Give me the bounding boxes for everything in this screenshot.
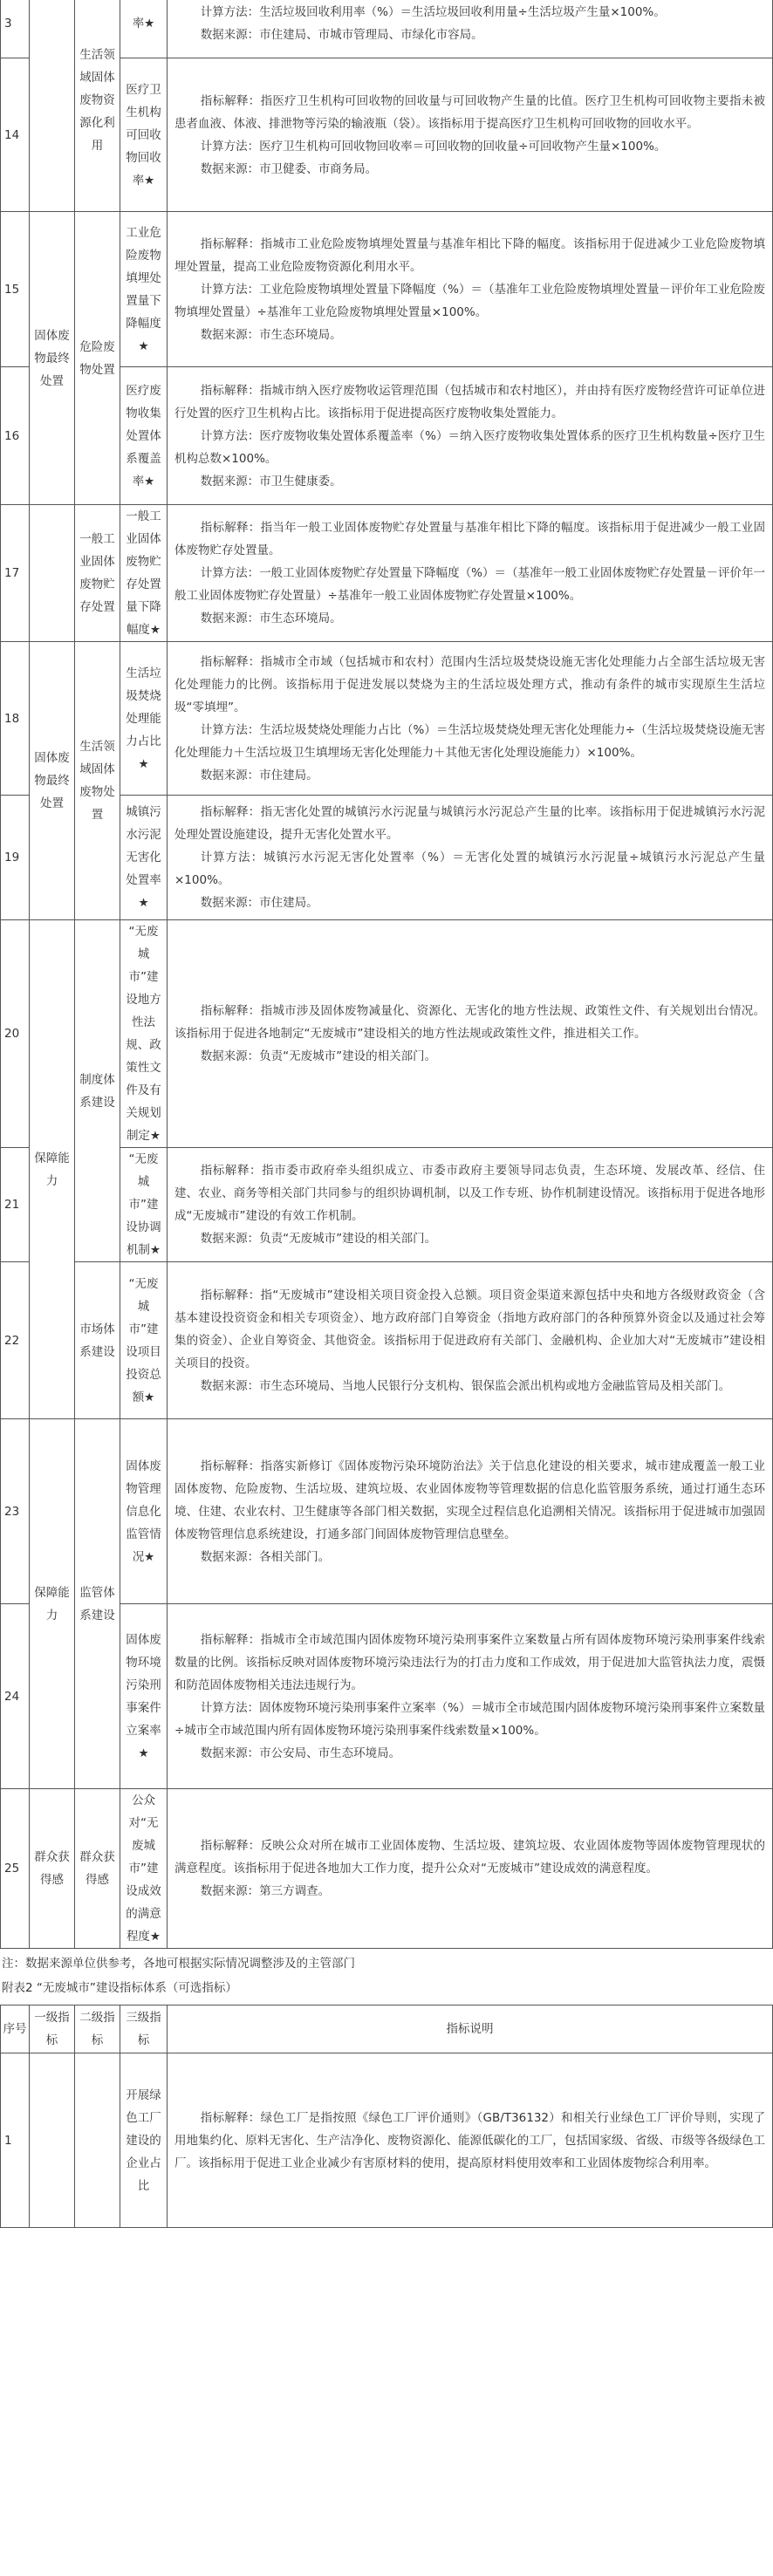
desc-paragraph: 计算方法：工业危险废物填埋处置量下降幅度（%）＝（基准年工业危险废物填埋处置量－评价年工业危险废物填埋处置量）÷基准年工业危险废物填埋处置量×100%。: [174, 282, 766, 319]
level1-cell: [30, 0, 75, 212]
row-number: 19: [1, 796, 30, 920]
table-note: 注：数据来源单位供参考，各地可根据实际情况调整涉及的主管部门: [2, 1957, 355, 1971]
level3-cell: “无废城市”建设协调机制★: [120, 1148, 168, 1262]
level3-cell: 固体废物管理信息化监管情况★: [120, 1419, 168, 1604]
level3-cell: 一般工业固体废物贮存处置量下降幅度★: [120, 505, 168, 642]
row-number: 14: [1, 58, 30, 212]
desc-paragraph: 数据来源：市生态环境局、当地人民银行分支机构、银保监会派出机构或地方金融监管局及相关部门。: [200, 1378, 731, 1393]
table-row: [1, 0, 773, 58]
level3-cell: “无废城市”建设地方性法规、政策性文件及有关规划制定★: [120, 920, 168, 1148]
level1-cell: 保障能力: [30, 920, 75, 1419]
level2-cell: [75, 2053, 120, 2228]
level3-cell: “无废城市”建设项目投资总额★: [120, 1262, 168, 1419]
desc-paragraph: 指标解释：反映公众对所在城市工业固体废物、生活垃圾、建筑垃圾、农业固体废物等固体废物管理现状的满意程度。该指标用于促进各地加大工作力度，提升公众对“无废城市”建设成效的满意程度。: [174, 1839, 765, 1876]
desc-paragraph: 指标解释：绿色工厂是指按照《绿色工厂评价通则》（GB/T36132）和相关行业绿色工厂评价导则，实现了用地集约化、原料无害化、生产洁净化、废物资源化、能源低碳化的工厂，包括国家级、省级、市级等各级绿色工厂。该指标用于促进工业企业减少有害原材料的使用，提高原材料使用效率和工业固体废物综合利用率。: [174, 2110, 765, 2170]
table-row: [1, 920, 773, 1148]
desc-paragraph: 数据来源：市住建局、市城市管理局、市绿化市容局。: [200, 27, 483, 42]
desc-paragraph: 指标解释：指市委市政府牵头组织成立、市委市政府主要领导同志负责，生态环境、发展改革、经信、住建、农业、商务等相关部门共同参与的组织协调机制，以及工作专班、协作机制建设情况。该指标用于促进各地形成“无废城市”建设的有效工作机制。: [174, 1164, 765, 1223]
desc-paragraph: 指标解释：指城市全市域（包括城市和农村）范围内生活垃圾焚烧设施无害化处理能力占全部生活垃圾无害化处理能力的比例。该指标用于促进发展以焚烧为主的生活垃圾处理方式，推动有条件的城市实现原生生活垃圾“零填埋”。: [174, 654, 765, 714]
desc-paragraph: 数据来源：负责“无废城市”建设的相关部门。: [200, 1049, 437, 1063]
row-number: 23: [1, 1419, 30, 1604]
description-cell: [168, 1604, 773, 1789]
desc-paragraph: 计算方法：医疗废物收集处置体系覆盖率（%）＝纳入医疗废物收集处置体系的医疗卫生机构数量÷医疗卫生机构总数×100%。: [174, 428, 765, 466]
desc-paragraph: 数据来源：市公安局、市生态环境局。: [200, 1746, 401, 1760]
row-number: 25: [1, 1789, 30, 1949]
desc-paragraph: 数据来源：市生态环境局。: [200, 327, 342, 342]
level2-cell: 生活领域固体废物资源化利用: [75, 0, 120, 212]
level1-cell: [30, 2053, 75, 2228]
description-cell: [168, 1789, 773, 1949]
appendix-title: 附表2 “无废城市”建设指标体系（可选指标）: [2, 1981, 237, 1995]
description-cell: [168, 58, 773, 212]
desc-paragraph: 数据来源：市住建局。: [200, 768, 318, 782]
level3-cell: 工业危险废物填埋处置量下降幅度★: [120, 212, 168, 367]
desc-paragraph: 计算方法：生活垃圾焚烧处理能力占比（%）＝生活垃圾焚烧处理无害化处理能力÷（生活垃圾焚烧设施无害化处理能力＋生活垃圾卫生填埋场无害化处理能力＋其他无害化处理设施能力）×100%。: [174, 722, 765, 760]
desc-paragraph: 数据来源：各相关部门。: [200, 1549, 331, 1564]
table-row: [1, 505, 773, 642]
level1-cell: 固体废物最终处置: [30, 642, 75, 920]
level3-cell: 率★: [120, 0, 168, 58]
description-cell: [168, 0, 773, 58]
indicator-table-2: [0, 2005, 773, 2228]
desc-paragraph: 指标解释：指医疗卫生机构可回收物的回收量与可回收物产生量的比值。医疗卫生机构可回收物主要指未被患者血液、体液、排泄物等污染的输液瓶（袋）。该指标用于提高医疗卫生机构可回收物的回收水平。: [174, 93, 765, 131]
table-row: [1, 2053, 773, 2228]
description-cell: [168, 212, 773, 367]
row-number: 17: [1, 505, 30, 642]
row-number: 15: [1, 212, 30, 367]
table-row: [1, 212, 773, 367]
description-cell: [168, 2053, 773, 2228]
level2-cell: 群众获得感: [75, 1789, 120, 1949]
desc-paragraph: 指标解释：指无害化处置的城镇污水污泥量与城镇污水污泥总产生量的比率。该指标用于促进城镇污水污泥处理处置设施建设，提升无害化处置水平。: [174, 805, 765, 842]
desc-paragraph: 数据来源：市卫健委、市商务局。: [200, 161, 378, 176]
level2-cell: 生活领域固体废物处置: [75, 642, 120, 920]
level1-cell: 群众获得感: [30, 1789, 75, 1949]
level3-cell: 城镇污水污泥无害化处置率★: [120, 796, 168, 920]
level2-cell: 市场体系建设: [75, 1262, 120, 1419]
level3-cell: 医疗废物收集处置体系覆盖率★: [120, 367, 168, 505]
level3-cell: 生活垃圾焚烧处理能力占比★: [120, 642, 168, 796]
header-level3: 三级指标: [120, 2005, 168, 2053]
description-cell: [168, 1262, 773, 1419]
level2-cell: 监管体系建设: [75, 1419, 120, 1789]
level2-cell: 危险废物处置: [75, 212, 120, 505]
row-number: 1: [1, 2053, 30, 2228]
desc-paragraph: 计算方法：固体废物环境污染刑事案件立案率（%）＝城市全市域范围内固体废物环境污染刑事案件立案数量÷城市全市域范围内所有固体废物环境污染刑事案件线索数量×100%。: [174, 1700, 766, 1738]
row-number: 16: [1, 367, 30, 505]
level3-cell: 医疗卫生机构可回收物回收率★: [120, 58, 168, 212]
row-number: 20: [1, 920, 30, 1148]
description-cell: [168, 505, 773, 642]
row-number: 21: [1, 1148, 30, 1262]
header-no: 序号: [1, 2005, 30, 2053]
table-row: [1, 1419, 773, 1604]
level1-cell: 保障能力: [30, 1419, 75, 1789]
header-level1: 一级指标: [30, 2005, 75, 2053]
desc-paragraph: 指标解释：指城市涉及固体废物减量化、资源化、无害化的地方性法规、政策性文件、有关规划出台情况。该指标用于促进各地制定“无废城市”建设相关的地方性法规或政策性文件，推进相关工作。: [174, 1004, 765, 1041]
row-number: 18: [1, 642, 30, 796]
description-cell: [168, 1419, 773, 1604]
description-cell: [168, 642, 773, 796]
desc-paragraph: 计算方法：城镇污水污泥无害化处置率（%）＝无害化处置的城镇污水污泥量÷城镇污水污泥总产生量×100%。: [174, 851, 765, 887]
desc-paragraph: 指标解释：指落实新修订《固体废物污染环境防治法》关于信息化建设的相关要求，城市建成覆盖一般工业固体废物、危险废物、生活垃圾、建筑垃圾、农业固体废物等管理数据的信息化监管服务系统，通过打通生态环境、住建、农业农村、卫生健康等各部门相关数据，实现全过程信息化追溯相关情况。该指标用于促进城市加强固体废物管理信息系统建设，打通多部门间固体废物管理信息壁垒。: [174, 1459, 765, 1541]
table-row: [1, 1262, 773, 1419]
desc-paragraph: 指标解释：指城市纳入医疗废物收运管理范围（包括城市和农村地区），并由持有医疗废物经营许可证单位进行处置的医疗卫生机构占比。该指标用于促进提高医疗废物收集处置能力。: [174, 383, 765, 420]
level3-cell: 开展绿色工厂建设的企业占比: [120, 2053, 168, 2228]
header-description: 指标说明: [168, 2005, 773, 2053]
row-number: 3: [1, 0, 30, 58]
table-row: [1, 642, 773, 796]
desc-paragraph: 数据来源：市卫生健康委。: [200, 474, 342, 489]
description-cell: [168, 796, 773, 920]
desc-paragraph: 数据来源：第三方调查。: [200, 1884, 331, 1898]
description-cell: [168, 920, 773, 1148]
level3-cell: 固体废物环境污染刑事案件立案率★: [120, 1604, 168, 1789]
row-number: 24: [1, 1604, 30, 1789]
desc-paragraph: 指标解释：指城市工业危险废物填埋处置量与基准年相比下降的幅度。该指标用于促进减少工业危险废物填埋处置量，提高工业危险废物资源化利用水平。: [174, 236, 765, 274]
level2-cell: 制度体系建设: [75, 920, 120, 1262]
desc-paragraph: 指标解释：指“无废城市”建设相关项目资金投入总额。项目资金渠道来源包括中央和地方各级财政资金（含基本建设投资资金和相关专项资金）、地方政府部门自筹资金（指地方政府部门的各种预算外资金以及通过社会筹集的资金）、企业自筹资金、其他资金。该指标用于促进政府有关部门、金融机构、企业加大对“无废城市”建设相关项目的投资。: [174, 1288, 765, 1370]
desc-paragraph: 数据来源：市生态环境局。: [200, 612, 342, 625]
table-header-row: [1, 2005, 773, 2053]
desc-paragraph: 指标解释：指当年一般工业固体废物贮存处置量与基准年相比下降的幅度。该指标用于促进减少一般工业固体废物贮存处置量。: [174, 521, 765, 557]
desc-paragraph: 数据来源：负责“无废城市”建设的相关部门。: [200, 1232, 437, 1246]
desc-paragraph: 数据来源：市住建局。: [200, 896, 318, 910]
description-cell: [168, 367, 773, 505]
table-row: [1, 1789, 773, 1949]
desc-paragraph: 指标解释：指城市全市域范围内固体废物环境污染刑事案件立案数量占所有固体废物环境污染刑事案件线索数量的比例。该指标反映对固体废物环境污染违法行为的打击力度和工作成效，用于促进加大监管执法力度，震慑和防范固体废物相关违法违规行为。: [174, 1632, 765, 1692]
description-cell: [168, 1148, 773, 1262]
level1-cell: 固体废物最终处置: [30, 212, 75, 505]
level1-cell: [30, 505, 75, 642]
desc-paragraph: 计算方法：生活垃圾回收利用率（%）＝生活垃圾回收利用量÷生活垃圾产生量×100%。: [200, 4, 666, 19]
desc-paragraph: 计算方法：一般工业固体废物贮存处置量下降幅度（%）＝（基准年一般工业固体废物贮存处置量－评价年一般工业固体废物贮存处置量）÷基准年一般工业固体废物贮存处置量×100%。: [174, 566, 766, 603]
desc-paragraph: 计算方法：医疗卫生机构可回收物回收率＝可回收物的回收量÷可回收物产生量×100%。: [200, 139, 667, 154]
row-number: 22: [1, 1262, 30, 1419]
level2-cell: 一般工业固体废物贮存处置: [75, 505, 120, 642]
header-level2: 二级指标: [75, 2005, 120, 2053]
level3-cell: 公众对“无废城市”建设成效的满意程度★: [120, 1789, 168, 1949]
